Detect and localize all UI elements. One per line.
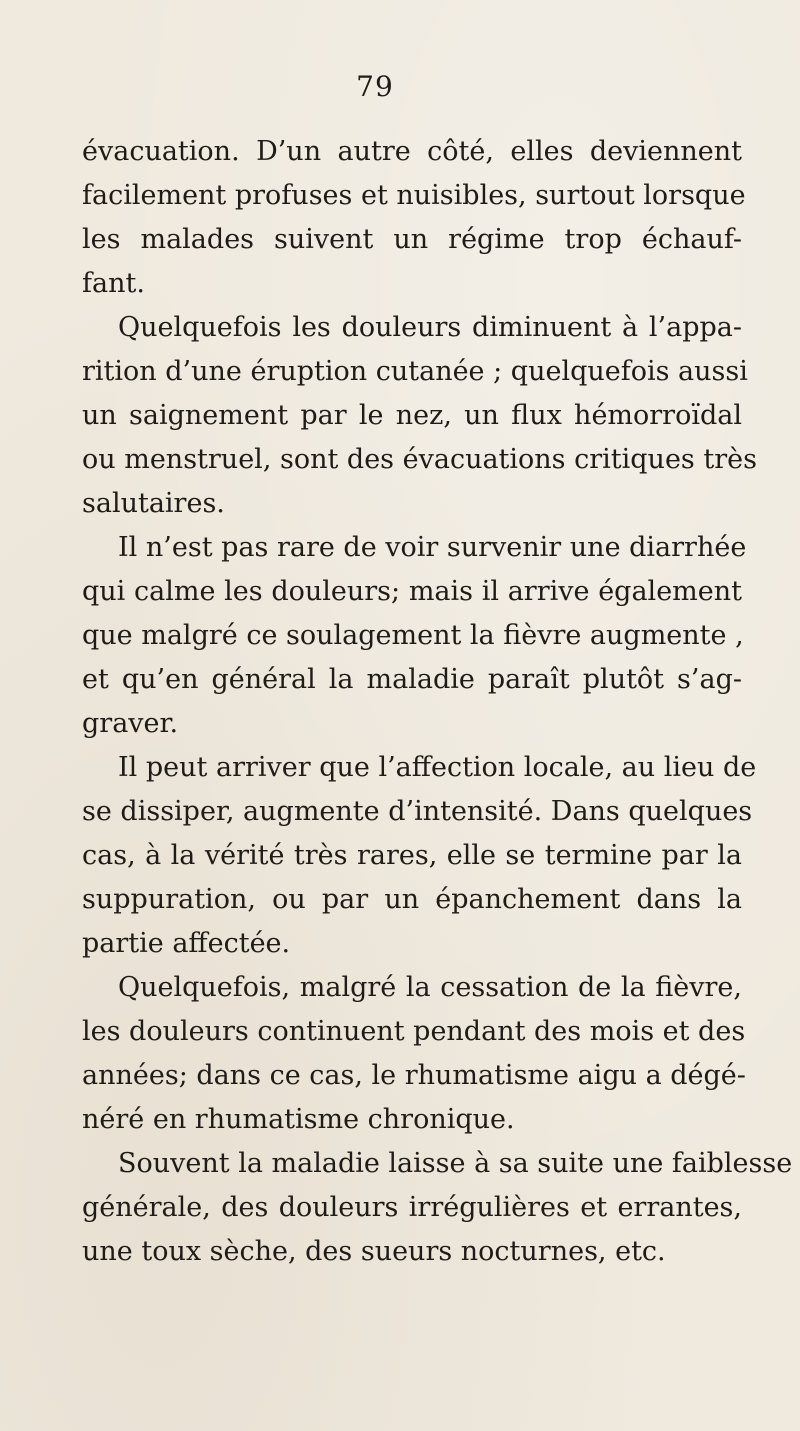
- text-line: qui calme les douleurs; mais il arrive également: [82, 576, 742, 607]
- text-line: fant.: [82, 268, 145, 299]
- page-number: 79: [356, 70, 394, 103]
- text-line: Souvent la maladie laisse à sa suite une faiblesse: [118, 1148, 793, 1179]
- text-line: ou menstruel, sont des évacuations critiques très: [82, 444, 757, 475]
- text-line: Quelquefois, malgré la cessation de la fièvre,: [118, 972, 742, 1003]
- text-line: les malades suivent un régime trop échauf-: [82, 224, 742, 255]
- text-line: Quelquefois les douleurs diminuent à l’appa-: [118, 312, 742, 343]
- paragraph: [82, 306, 757, 526]
- text-line: années; dans ce cas, le rhumatisme aigu a dégé-: [82, 1060, 746, 1091]
- text-line: néré en rhumatisme chronique.: [82, 1104, 515, 1135]
- text-line: évacuation. D’un autre côté, elles deviennent: [82, 136, 742, 167]
- text-line: facilement profuses et nuisibles, surtout lorsque: [82, 180, 746, 211]
- paragraph: [82, 1142, 793, 1274]
- text-line: partie affectée.: [82, 928, 291, 959]
- text-line: graver.: [82, 708, 179, 739]
- text-line: les douleurs continuent pendant des mois et des: [82, 1016, 746, 1047]
- paragraph: [82, 746, 757, 966]
- paragraph: [82, 966, 746, 1142]
- text-line: Il peut arriver que l’affection locale, au lieu de: [118, 752, 757, 783]
- text-line: un saignement par le nez, un flux hémorroïdal: [82, 400, 742, 431]
- text-line: cas, à la vérité très rares, elle se termine par la: [82, 840, 742, 871]
- text-line: et qu’en général la maladie paraît plutôt s’ag-: [82, 664, 742, 695]
- page-body: [82, 130, 793, 1274]
- text-line: se dissiper, augmente d’intensité. Dans quelques: [82, 796, 753, 827]
- text-line: Il n’est pas rare de voir survenir une diarrhée: [118, 532, 747, 563]
- text-line: rition d’une éruption cutanée ; quelquefois aussi: [82, 356, 748, 387]
- paragraph: [82, 130, 746, 306]
- paragraph: [82, 526, 747, 746]
- text-line: suppuration, ou par un épanchement dans la: [82, 884, 742, 915]
- text-line: générale, des douleurs irrégulières et errantes,: [82, 1192, 742, 1223]
- text-line: une toux sèche, des sueurs nocturnes, etc.: [82, 1236, 666, 1267]
- text-line: que malgré ce soulagement la fièvre augmente ,: [82, 620, 744, 651]
- text-line: salutaires.: [82, 488, 225, 519]
